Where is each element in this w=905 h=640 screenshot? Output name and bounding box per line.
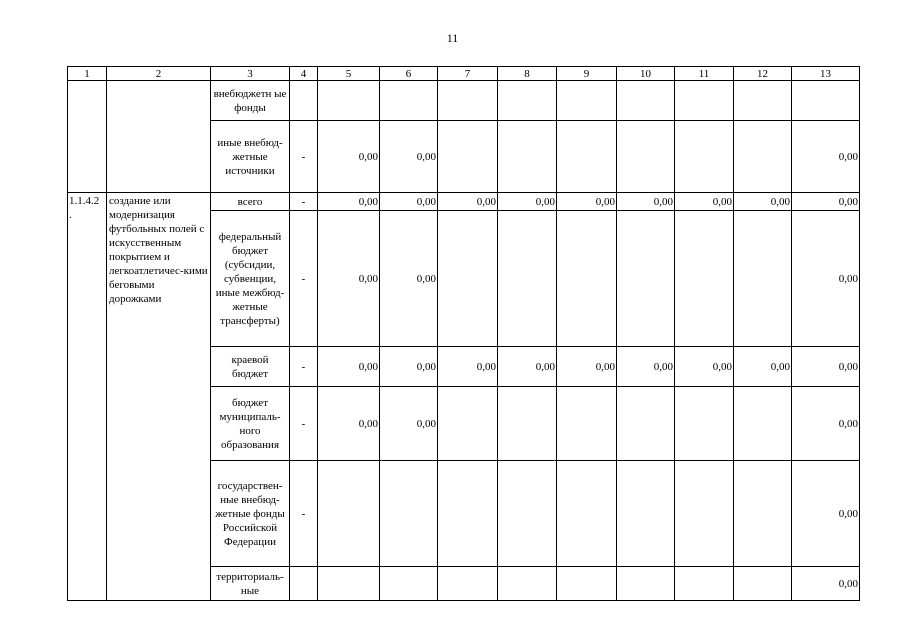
col-header: 4 xyxy=(290,67,318,81)
value-cell: 0,00 xyxy=(318,193,380,211)
value-cell xyxy=(318,461,380,567)
value-cell xyxy=(438,121,498,193)
value-cell xyxy=(498,461,557,567)
value-cell xyxy=(438,567,498,601)
funding-source: внебюджетн ые фонды xyxy=(211,81,290,121)
value-cell: 0,00 xyxy=(318,211,380,347)
funding-source: иные внебюд-жетные источники xyxy=(211,121,290,193)
col-header: 1 xyxy=(68,67,107,81)
value-cell: 0,00 xyxy=(380,387,438,461)
value-cell: 0,00 xyxy=(557,193,617,211)
name-cell-continued xyxy=(107,81,211,193)
value-cell xyxy=(438,461,498,567)
value-cell xyxy=(438,211,498,347)
funding-source: государствен-ные внебюд-жетные фонды Российской Федерации xyxy=(211,461,290,567)
value-cell: 0,00 xyxy=(734,193,792,211)
col-header: 9 xyxy=(557,67,617,81)
value-cell: - xyxy=(290,121,318,193)
value-cell: 0,00 xyxy=(318,121,380,193)
value-cell xyxy=(617,387,675,461)
value-cell xyxy=(557,81,617,121)
value-cell xyxy=(438,81,498,121)
value-cell: 0,00 xyxy=(792,193,860,211)
col-header: 2 xyxy=(107,67,211,81)
value-cell: - xyxy=(290,387,318,461)
value-cell xyxy=(557,121,617,193)
value-cell: 0,00 xyxy=(792,121,860,193)
value-cell: 0,00 xyxy=(792,211,860,347)
value-cell xyxy=(498,387,557,461)
table-row xyxy=(68,193,860,211)
col-header: 11 xyxy=(675,67,734,81)
value-cell: 0,00 xyxy=(380,211,438,347)
budget-table xyxy=(67,66,860,601)
value-cell: 0,00 xyxy=(557,347,617,387)
col-header: 3 xyxy=(211,67,290,81)
value-cell: 0,00 xyxy=(792,567,860,601)
value-cell xyxy=(675,567,734,601)
value-cell: - xyxy=(290,211,318,347)
col-header: 12 xyxy=(734,67,792,81)
value-cell: - xyxy=(290,347,318,387)
funding-source: бюджет муниципаль-ного образования xyxy=(211,387,290,461)
value-cell: 0,00 xyxy=(380,121,438,193)
value-cell xyxy=(380,567,438,601)
item-code: 1.1.4.2 . xyxy=(68,193,107,601)
value-cell xyxy=(290,81,318,121)
code-cell-continued xyxy=(68,81,107,193)
item-name: создание или модернизация футбольных полей с искусственным покрытием и легкоатлетичес-кими беговыми дорожками xyxy=(107,193,211,601)
value-cell xyxy=(675,387,734,461)
value-cell: 0,00 xyxy=(792,387,860,461)
value-cell: - xyxy=(290,461,318,567)
value-cell xyxy=(675,461,734,567)
value-cell: - xyxy=(290,193,318,211)
value-cell xyxy=(675,211,734,347)
value-cell xyxy=(318,567,380,601)
value-cell: 0,00 xyxy=(498,347,557,387)
value-cell: 0,00 xyxy=(617,347,675,387)
col-header: 8 xyxy=(498,67,557,81)
value-cell: 0,00 xyxy=(380,347,438,387)
col-header: 6 xyxy=(380,67,438,81)
value-cell: 0,00 xyxy=(675,193,734,211)
value-cell: 0,00 xyxy=(438,347,498,387)
value-cell xyxy=(617,461,675,567)
col-header: 7 xyxy=(438,67,498,81)
funding-source: федеральный бюджет (субсидии, субвенции, иные межбюд-жетные трансферты) xyxy=(211,211,290,347)
value-cell xyxy=(557,567,617,601)
value-cell: 0,00 xyxy=(792,347,860,387)
value-cell: 0,00 xyxy=(498,193,557,211)
value-cell xyxy=(617,121,675,193)
value-cell xyxy=(734,121,792,193)
funding-source: краевой бюджет xyxy=(211,347,290,387)
value-cell: 0,00 xyxy=(675,347,734,387)
value-cell xyxy=(734,81,792,121)
value-cell xyxy=(438,387,498,461)
value-cell xyxy=(675,81,734,121)
value-cell xyxy=(380,81,438,121)
value-cell xyxy=(318,81,380,121)
value-cell xyxy=(617,81,675,121)
value-cell: 0,00 xyxy=(438,193,498,211)
value-cell xyxy=(734,211,792,347)
col-header: 10 xyxy=(617,67,675,81)
value-cell xyxy=(734,461,792,567)
col-header: 5 xyxy=(318,67,380,81)
value-cell: 0,00 xyxy=(734,347,792,387)
value-cell xyxy=(617,567,675,601)
table-row xyxy=(68,81,860,121)
value-cell xyxy=(557,211,617,347)
value-cell: 0,00 xyxy=(617,193,675,211)
table-body xyxy=(68,67,860,601)
value-cell xyxy=(498,567,557,601)
value-cell: 0,00 xyxy=(318,387,380,461)
header-row xyxy=(68,67,860,81)
value-cell xyxy=(290,567,318,601)
value-cell xyxy=(617,211,675,347)
value-cell xyxy=(792,81,860,121)
value-cell xyxy=(557,461,617,567)
value-cell xyxy=(498,211,557,347)
value-cell xyxy=(498,81,557,121)
col-header: 13 xyxy=(792,67,860,81)
funding-source: всего xyxy=(211,193,290,211)
value-cell: 0,00 xyxy=(318,347,380,387)
value-cell xyxy=(557,387,617,461)
funding-source: территориаль-ные xyxy=(211,567,290,601)
value-cell xyxy=(734,387,792,461)
value-cell: 0,00 xyxy=(380,193,438,211)
value-cell xyxy=(380,461,438,567)
page-number: 11 xyxy=(446,31,459,45)
value-cell xyxy=(498,121,557,193)
value-cell: 0,00 xyxy=(792,461,860,567)
value-cell xyxy=(675,121,734,193)
value-cell xyxy=(734,567,792,601)
